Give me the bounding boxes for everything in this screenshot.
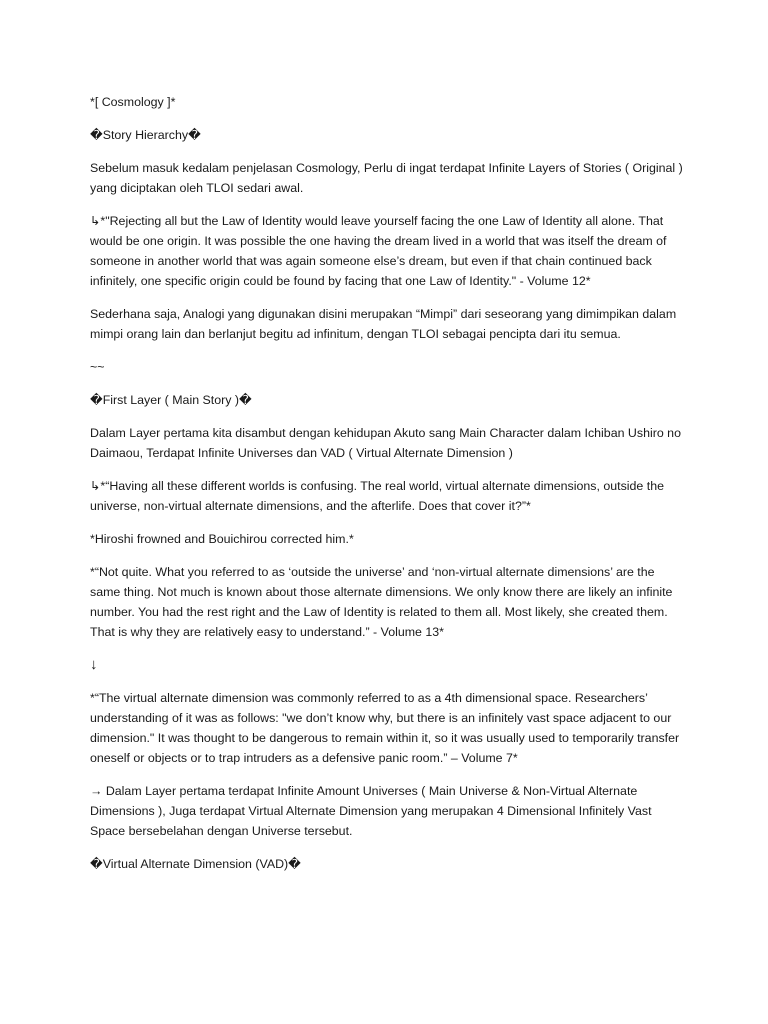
heading-vad: �Virtual Alternate Dimension (VAD)�: [90, 857, 301, 871]
separator-tilde: ~~: [90, 360, 105, 374]
paragraph-intro: Sebelum masuk kedalam penjelasan Cosmology, Perlu di ingat terdapat Infinite Layers of Stories ( Original ) yang diciptakan oleh TLOI sedari awal.: [90, 161, 683, 195]
quote-worlds-confusing: ↳*“Having all these different worlds is confusing. The real world, virtual alternate dimensions, outside the universe, non-virtual alternate dimensions, and the afterlife. Does that cover it?”*: [90, 479, 664, 513]
paragraph-hiroshi: *Hiroshi frowned and Bouichirou corrected him.*: [90, 532, 354, 546]
paragraph-analogy: Sederhana saja, Analogi yang digunakan disini merupakan “Mimpi” dari seseorang yang dimimpikan dalam mimpi orang lain dan berlanjut begitu ad infinitum, dengan TLOI sebagai pencipta dari itu semua.: [90, 307, 677, 341]
down-arrow: ↓: [90, 656, 98, 673]
paragraph-first-layer: Dalam Layer pertama kita disambut dengan kehidupan Akuto sang Main Character dalam Ichiban Ushiro no Daimaou, Terdapat Infinite Universes dan VAD ( Virtual Alternate Dimension ): [90, 426, 681, 460]
heading-story-hierarchy: �Story Hierarchy�: [90, 128, 201, 142]
paragraph-first-layer-summary: → Dalam Layer pertama terdapat Infinite Amount Universes ( Main Universe & Non-Virtual Alternate Dimensions ), Juga terdapat Virtual Alternate Dimension yang merupakan 4 Dimensional Infinitely Vast Space bersebelahan dengan Universe tersebut.: [90, 784, 652, 838]
quote-volume-13: *“Not quite. What you referred to as ‘outside the universe’ and ‘non-virtual alternate dimensions’ are the same thing. Not much is known about those alternate dimensions. We only know there are likely an infinite number. You had the rest right and the Law of Identity is related to them all. Most likely, she created them. That is why they are relatively easy to understand.” - Volume 13*: [90, 565, 673, 639]
heading-first-layer: �First Layer ( Main Story )�: [90, 393, 252, 407]
section-title-cosmology: *[ Cosmology ]*: [90, 95, 176, 109]
quote-volume-7: *“The virtual alternate dimension was commonly referred to as a 4th dimensional space. Researchers’ understanding of it was as follows: "we don’t know why, but there is an infinitely vast space adjacent to our dimension." It was thought to be dangerous to remain within it, so it was usually used to temporarily transfer oneself or objects or to trap intruders as a defensive panic room.” – Volume 7*: [90, 691, 680, 765]
document-page: [90, 92, 685, 887]
quote-volume-12: ↳*"Rejecting all but the Law of Identity would leave yourself facing the one Law of Identity all alone. That would be one origin. It was possible the one having the dream lived in a world that was itself the dream of someone in another world that was again someone else’s dream, but even if that chain continued back infinitely, one specific origin could be found by facing that one Law of Identity." - Volume 12*: [90, 214, 667, 288]
